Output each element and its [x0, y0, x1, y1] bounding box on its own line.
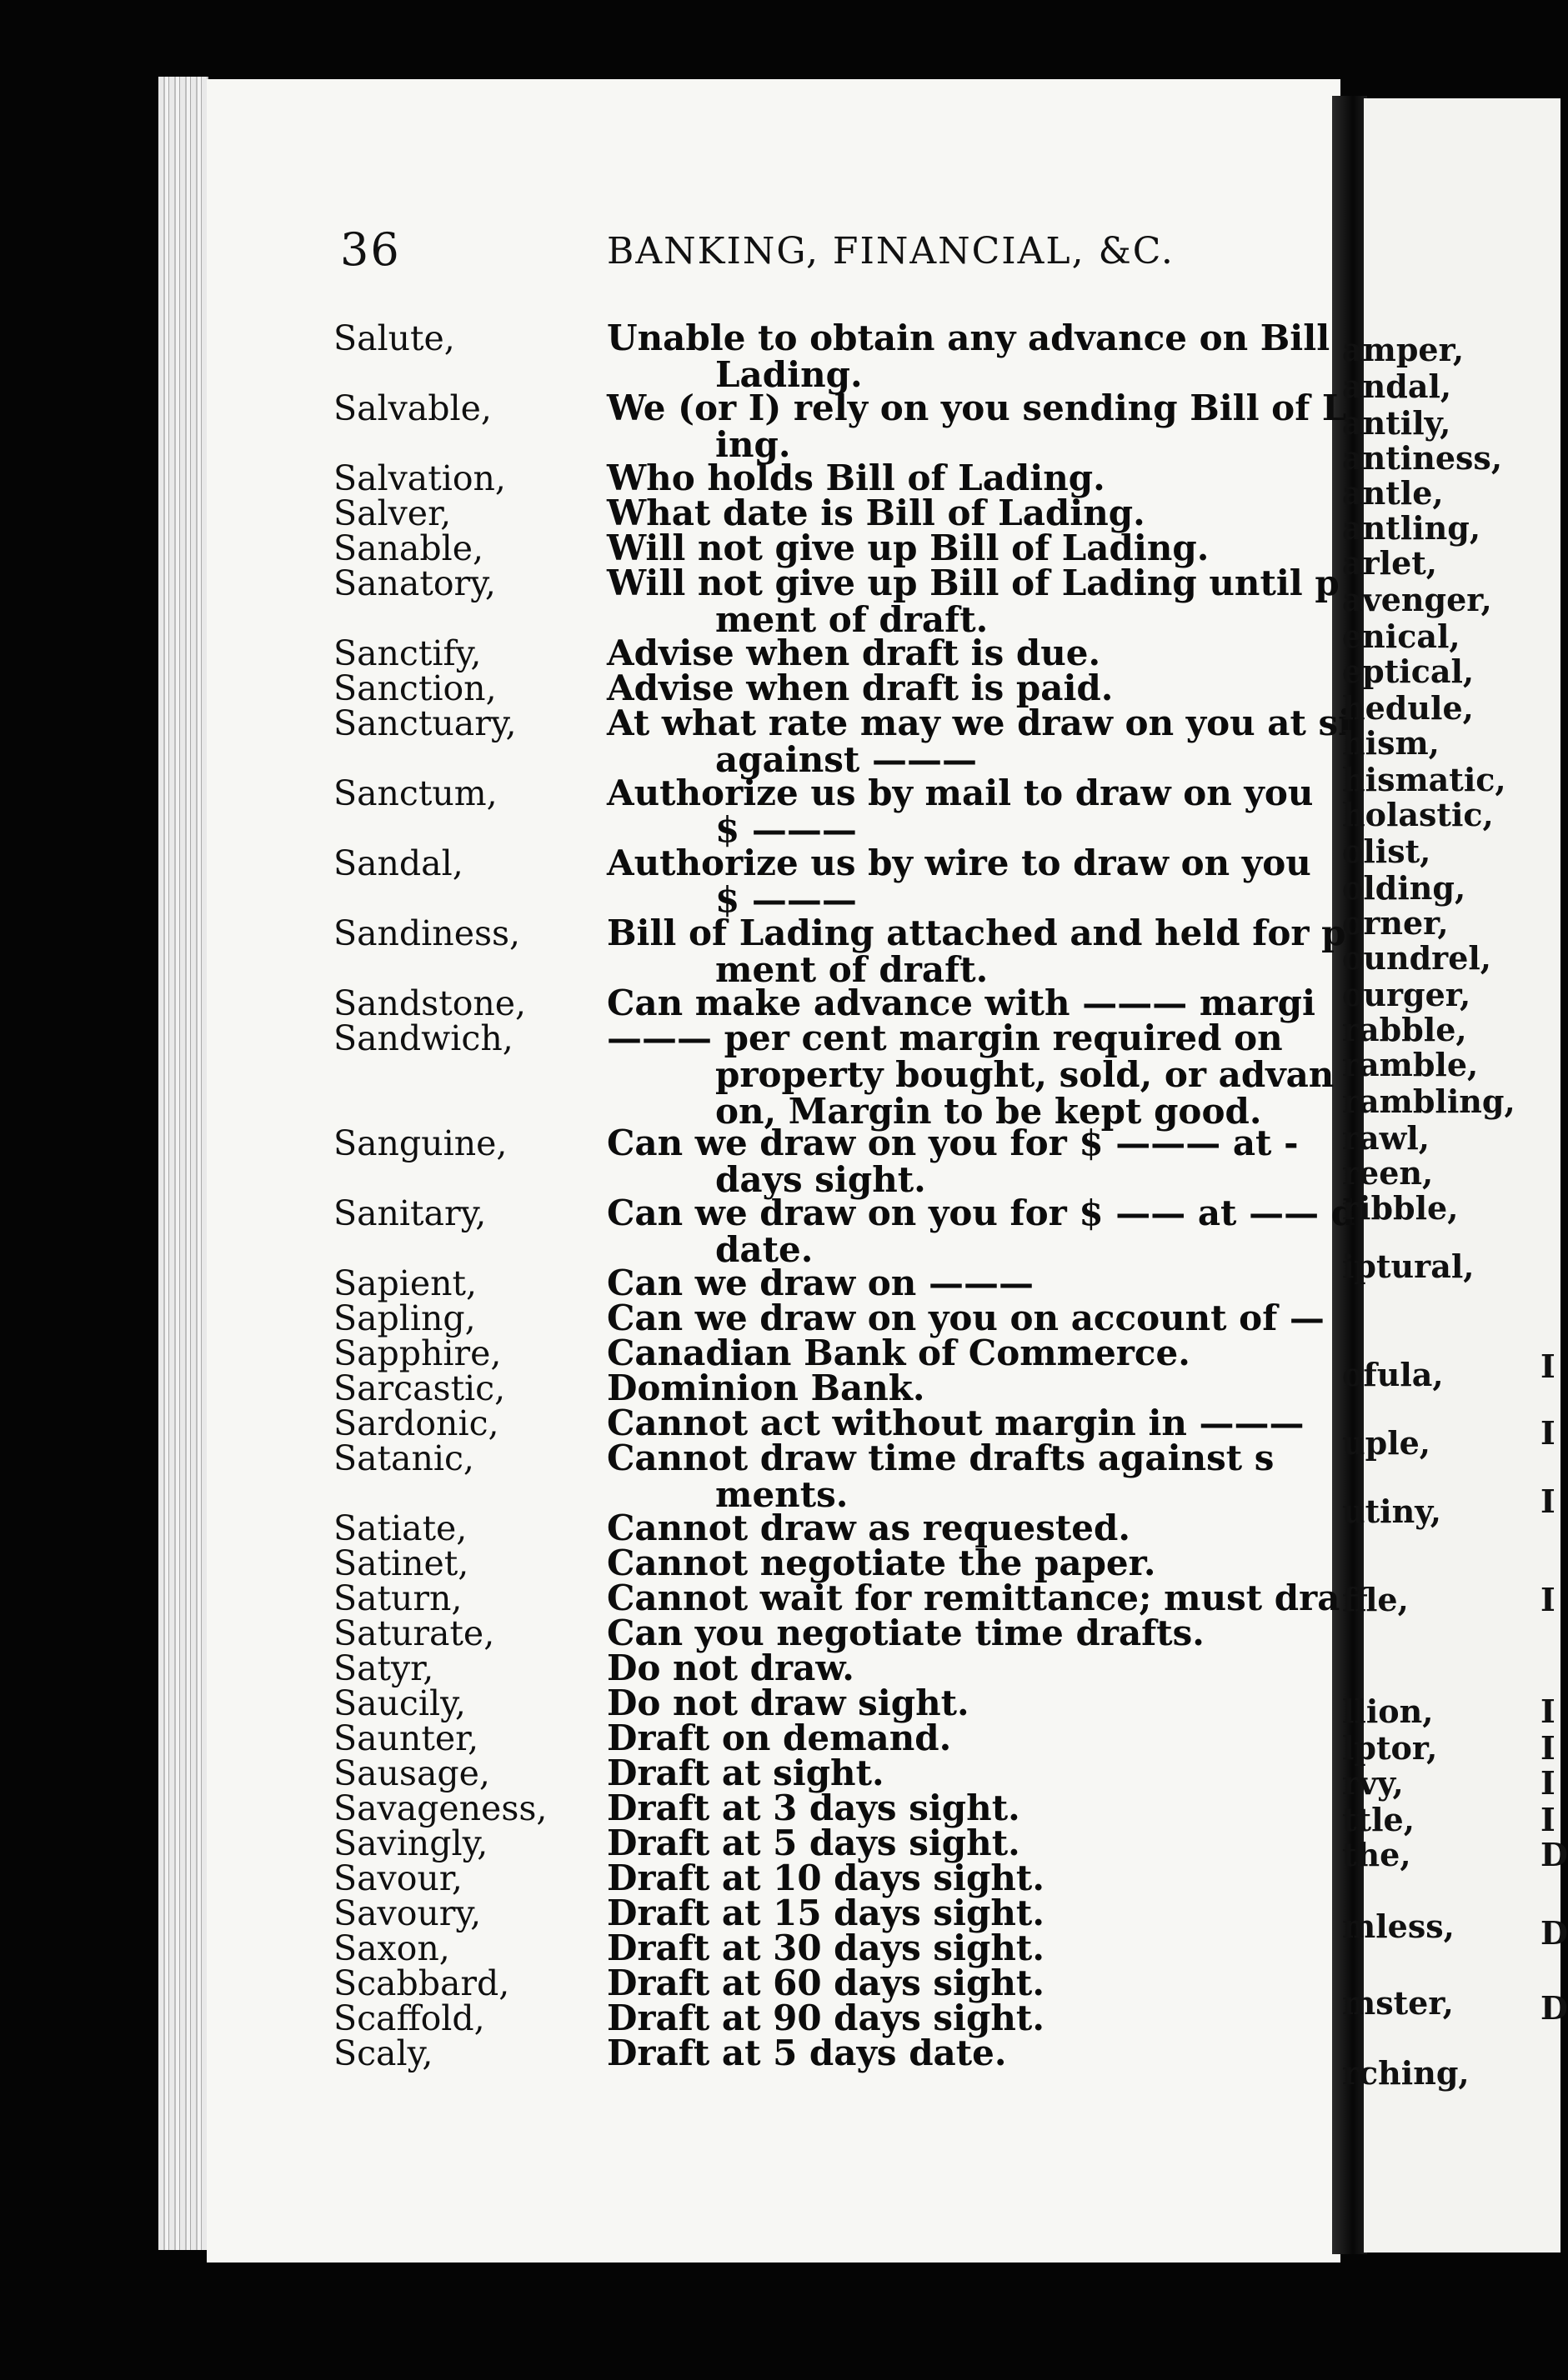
code-word: Scaly, [333, 2033, 433, 2073]
code-entry [0, 1930, 1367, 1967]
right-page-word: uple, [1342, 1424, 1431, 1462]
code-entry [0, 982, 1367, 1023]
code-word: Sanable, [333, 528, 484, 568]
right-page-word: the, [1342, 1836, 1411, 1873]
code-word: Sanction, [333, 668, 497, 708]
right-page-word: ramble, [1342, 1046, 1479, 1083]
right-page-word: antiness, [1342, 439, 1503, 477]
code-entry [0, 1542, 1367, 1583]
code-meaning [607, 1332, 1324, 1373]
code-meaning [607, 1402, 1324, 1443]
code-entry [0, 1892, 1367, 1933]
meaning-line: Advise when draft is due. [607, 632, 1101, 673]
meaning-continuation: on, Margin to be kept good. [715, 1091, 1262, 1132]
code-entry [0, 1122, 1367, 1200]
code-entry [0, 1720, 1367, 1757]
code-meaning [607, 1752, 1324, 1793]
code-word: Savageness, [333, 1788, 548, 1828]
code-entry [0, 2032, 1367, 2073]
code-meaning [607, 1578, 1340, 1618]
code-word: Satiate, [333, 1508, 468, 1548]
meaning-line: Authorize us by mail to draw on you [607, 772, 1314, 813]
right-page-column-letter: I [1540, 1482, 1555, 1520]
meaning-line: Cannot negotiate the paper. [607, 1542, 1156, 1583]
code-word: Satinet, [333, 1543, 469, 1583]
code-word: Saturn, [333, 1578, 463, 1618]
code-meaning [607, 982, 1324, 1023]
code-word: Sausage, [333, 1753, 490, 1793]
meaning-line: Do not draw. [607, 1648, 854, 1688]
meaning-line: At what rate may we draw on you at si [607, 702, 1352, 743]
meaning-line: ——— per cent margin required on [607, 1018, 1283, 1058]
right-page-column-letter: D [1540, 1914, 1568, 1952]
code-word: Sardonic, [333, 1403, 499, 1443]
meaning-continuation: ing. [715, 424, 791, 465]
code-word: Savour, [333, 1858, 463, 1898]
code-word: Salvation, [333, 458, 506, 498]
code-word: Sanctify, [333, 633, 482, 673]
code-word: Salvable, [333, 388, 492, 428]
right-page-column-letter: I [1540, 1581, 1555, 1618]
meaning-line: Will not give up Bill of Lading until p [607, 562, 1340, 603]
right-page-word: arlet, [1342, 544, 1438, 582]
right-page-word: andal, [1342, 368, 1452, 405]
code-meaning [607, 1860, 1324, 1897]
code-entry [0, 1860, 1367, 1897]
code-meaning [607, 388, 1347, 465]
right-page-word: avenger, [1342, 581, 1492, 618]
meaning-continuation: Lading. [715, 354, 863, 395]
code-meaning [607, 1262, 1324, 1303]
code-word: Sarcastic, [333, 1368, 506, 1408]
right-page-word: enical, [1342, 618, 1460, 655]
code-meaning [607, 1018, 1335, 1132]
code-entry [0, 460, 1367, 497]
code-word: Saunter, [333, 1718, 479, 1758]
right-page-word: hism, [1342, 724, 1440, 762]
right-page-word: mless, [1342, 1908, 1455, 1945]
code-meaning [607, 632, 1324, 673]
code-meaning [607, 530, 1324, 567]
meaning-line: Draft at 10 days sight. [607, 1858, 1044, 1898]
meaning-line: Dominion Bank. [607, 1368, 925, 1408]
right-page-word: rabble, [1342, 1011, 1467, 1048]
meaning-line: What date is Bill of Lading. [607, 492, 1145, 533]
code-entry [0, 670, 1367, 707]
right-page-word: reen, [1342, 1154, 1434, 1192]
code-entry [0, 912, 1367, 990]
code-word: Scaffold, [333, 1998, 485, 2038]
code-word: Savoury, [333, 1893, 482, 1933]
code-meaning [607, 1542, 1324, 1583]
code-entry [0, 1650, 1367, 1687]
code-word: Salver, [333, 493, 452, 533]
code-word: Sanitary, [333, 1193, 487, 1233]
right-page-word: antling, [1342, 509, 1481, 547]
code-word: Sapient, [333, 1263, 478, 1303]
code-meaning [607, 318, 1330, 395]
meaning-line: Advise when draft is paid. [607, 668, 1114, 708]
meaning-line: Authorize us by wire to draw on you [607, 842, 1311, 883]
code-meaning [607, 492, 1324, 533]
meaning-line: Draft at 60 days sight. [607, 1962, 1044, 2003]
code-meaning [607, 1930, 1324, 1967]
meaning-continuation: ments. [715, 1474, 849, 1515]
meaning-line: Cannot act without margin in ——— [607, 1402, 1305, 1443]
meaning-line: Cannot draw as requested. [607, 1508, 1130, 1548]
right-page-word: amper, [1342, 331, 1465, 368]
right-page-word: rvy, [1342, 1764, 1404, 1802]
right-page-word: hedule, [1342, 689, 1474, 727]
code-word: Sanguine, [333, 1123, 508, 1163]
meaning-continuation: $ ——— [715, 809, 857, 850]
right-page-column-letter: I [1540, 1348, 1555, 1385]
page-number: 36 [340, 223, 401, 276]
code-word: Sapling, [333, 1298, 476, 1338]
meaning-line: Can we draw on you for $ ——— at - [607, 1122, 1299, 1163]
code-entry [0, 2000, 1367, 2037]
meaning-line: Draft at 5 days sight. [607, 1822, 1020, 1863]
code-entry [0, 702, 1367, 780]
code-entry [0, 1370, 1367, 1407]
meaning-line: Can we draw on you for $ —— at —— d [607, 1192, 1356, 1233]
code-meaning [607, 1892, 1324, 1933]
meaning-line: Will not give up Bill of Lading. [607, 528, 1210, 568]
code-word: Salute, [333, 318, 455, 358]
scan-border [158, 2265, 1560, 2293]
meaning-line: We (or I) rely on you sending Bill of L [607, 388, 1347, 428]
right-page-word: lptor, [1342, 1729, 1438, 1767]
meaning-continuation: date. [715, 1229, 814, 1270]
meaning-line: Unable to obtain any advance on Bill [607, 318, 1330, 358]
right-page-word: rawl, [1342, 1119, 1430, 1157]
code-word: Sapphire, [333, 1333, 502, 1373]
code-meaning [607, 1962, 1324, 2003]
code-entry [0, 842, 1367, 920]
right-page-word: utiny, [1342, 1492, 1441, 1530]
code-word: Scabbard, [333, 1963, 510, 2003]
meaning-line: Can make advance with ——— margi [607, 982, 1315, 1023]
code-entry [0, 1402, 1367, 1443]
right-page-word: ttle, [1342, 1801, 1415, 1838]
right-page-word: ofula, [1342, 1356, 1444, 1393]
right-page-word: hismatic, [1342, 761, 1506, 798]
right-page-column-letter: I [1540, 1729, 1555, 1767]
code-word: Sandal, [333, 843, 463, 883]
right-page-column-letter: I [1540, 1801, 1555, 1838]
code-entry [0, 1332, 1367, 1373]
code-word: Sandstone, [333, 983, 527, 1023]
code-meaning [607, 1790, 1324, 1827]
code-meaning [607, 1192, 1356, 1270]
code-entry [0, 1580, 1367, 1617]
right-page-word: llion, [1342, 1692, 1434, 1730]
meaning-continuation: ment of draft. [715, 949, 989, 990]
right-page-word: ffle, [1342, 1581, 1409, 1618]
code-entry [0, 1510, 1367, 1547]
code-meaning [607, 2032, 1324, 2073]
meaning-line: Draft at 3 days sight. [607, 1788, 1020, 1828]
code-entry [0, 530, 1367, 567]
code-meaning [607, 2000, 1324, 2037]
code-word: Satanic, [333, 1438, 474, 1478]
right-page-word: orner, [1342, 904, 1449, 942]
code-meaning [607, 842, 1324, 920]
meaning-continuation: against ——— [715, 739, 977, 780]
code-entry [0, 1612, 1367, 1653]
right-page-word: oundrel, [1342, 939, 1492, 977]
code-word: Sandiness, [333, 913, 521, 953]
code-word: Sanatory, [333, 563, 496, 603]
meaning-continuation: ment of draft. [715, 599, 989, 640]
right-page-word: mster, [1342, 1984, 1454, 2022]
code-meaning [607, 1370, 1324, 1407]
code-entry [0, 1790, 1367, 1827]
code-entry [0, 1192, 1367, 1270]
meaning-line: Canadian Bank of Commerce. [607, 1332, 1190, 1373]
meaning-line: Draft at 30 days sight. [607, 1928, 1044, 1968]
right-page-word: rching, [1342, 2054, 1470, 2092]
code-entry [0, 388, 1367, 465]
code-word: Saturate, [333, 1613, 495, 1653]
code-entry [0, 1962, 1367, 2003]
code-entry [0, 1822, 1367, 1863]
code-word: Satyr, [333, 1648, 434, 1688]
meaning-line: Can you negotiate time drafts. [607, 1612, 1205, 1653]
right-page-word: olding, [1342, 869, 1466, 907]
meaning-line: Draft at 90 days sight. [607, 1998, 1044, 2038]
code-entry [0, 1300, 1367, 1337]
code-meaning [607, 1650, 1324, 1687]
code-meaning [607, 772, 1324, 850]
code-entry [0, 492, 1367, 533]
right-page-word: eptical, [1342, 652, 1475, 690]
meaning-line: Cannot draw time drafts against s [607, 1438, 1275, 1478]
right-page-column-letter: I [1540, 1414, 1555, 1452]
right-page-word: antily, [1342, 404, 1451, 442]
code-entry [0, 772, 1367, 850]
right-page-word: antle, [1342, 474, 1444, 512]
code-word: Sanctuary, [333, 703, 517, 743]
right-page-column-letter: D [1540, 1989, 1568, 2027]
code-meaning [607, 912, 1346, 990]
meaning-line: Can we draw on ——— [607, 1262, 1034, 1303]
code-meaning [607, 1510, 1324, 1547]
right-page-word: holastic, [1342, 796, 1494, 833]
right-page-column-letter: D [1540, 1836, 1568, 1873]
right-page-word: iptural, [1342, 1248, 1475, 1285]
code-meaning [607, 670, 1324, 707]
code-meaning [607, 460, 1324, 497]
code-entry [0, 1262, 1367, 1303]
code-meaning [607, 1682, 1324, 1723]
code-word: Saucily, [333, 1683, 466, 1723]
right-page-column-letter: I [1540, 1764, 1555, 1802]
code-meaning [607, 1440, 1324, 1513]
running-head: BANKING, FINANCIAL, &C. [607, 230, 1175, 272]
code-entry [0, 1682, 1367, 1723]
meaning-line: Draft at 15 days sight. [607, 1892, 1044, 1933]
code-meaning [607, 1300, 1324, 1337]
right-page-word: ribble, [1342, 1189, 1459, 1227]
code-word: Sanctum, [333, 773, 498, 813]
meaning-line: Draft at sight. [607, 1752, 884, 1793]
code-entry [0, 562, 1367, 640]
code-entry [0, 1018, 1367, 1132]
code-word: Savingly, [333, 1823, 488, 1863]
meaning-line: Can we draw on you on account of — [607, 1298, 1325, 1338]
meaning-line: Cannot wait for remittance; must dra [607, 1578, 1340, 1618]
code-meaning [607, 562, 1340, 640]
meaning-continuation: $ ——— [715, 879, 857, 920]
code-word: Saxon, [333, 1928, 450, 1968]
code-entry [0, 632, 1367, 673]
meaning-continuation: days sight. [715, 1159, 926, 1200]
meaning-line: Do not draw sight. [607, 1682, 969, 1723]
code-meaning [607, 1720, 1324, 1757]
meaning-line: Who holds Bill of Lading. [607, 458, 1105, 498]
code-meaning [607, 702, 1352, 780]
code-entry [0, 318, 1367, 395]
code-entry [0, 1438, 1367, 1515]
code-meaning [607, 1822, 1324, 1863]
right-page-word: rambling, [1342, 1082, 1515, 1120]
meaning-line: Bill of Lading attached and held for p [607, 912, 1346, 953]
meaning-line: Draft on demand. [607, 1718, 952, 1758]
code-entry [0, 1752, 1367, 1793]
right-page-column-letter: I [1540, 1692, 1555, 1730]
code-word: Sandwich, [333, 1018, 513, 1058]
meaning-continuation: property bought, sold, or advan [715, 1054, 1335, 1095]
code-meaning [607, 1122, 1324, 1200]
right-page-word: olist, [1342, 832, 1431, 870]
code-meaning [607, 1612, 1324, 1653]
meaning-line: Draft at 5 days date. [607, 2032, 1007, 2073]
right-page-word: ourger, [1342, 976, 1471, 1013]
